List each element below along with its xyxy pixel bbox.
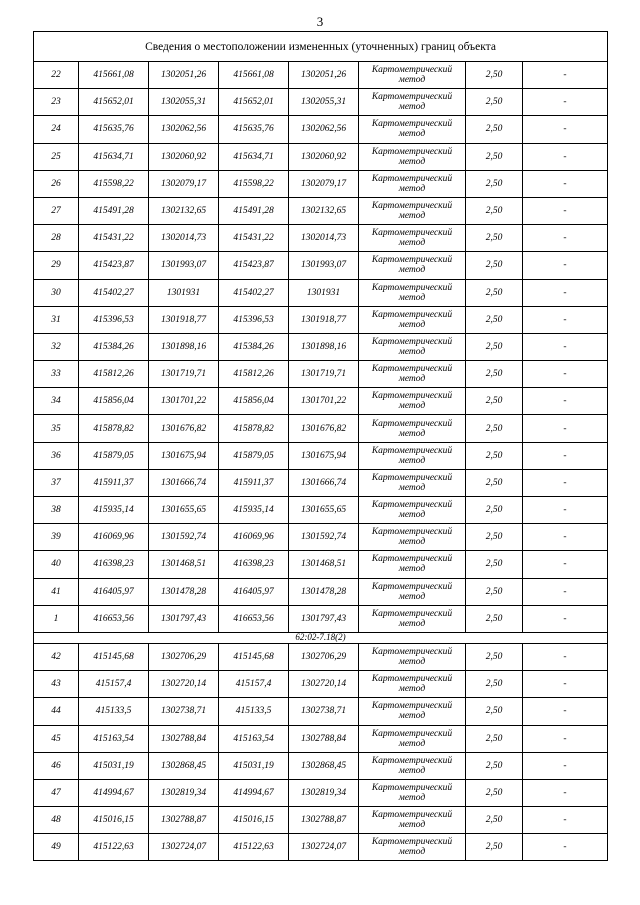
new-x-cell: 415661,08 xyxy=(219,62,289,89)
new-y-cell: 1301468,51 xyxy=(289,551,359,578)
precision-cell: 2,50 xyxy=(466,698,523,725)
note-cell: - xyxy=(523,388,608,415)
method-cell: Картометрический метод xyxy=(359,643,466,670)
existing-y-cell: 1301676,82 xyxy=(149,415,219,442)
new-x-cell: 415157,4 xyxy=(219,671,289,698)
existing-x-cell: 416069,96 xyxy=(79,524,149,551)
existing-y-cell: 1302014,73 xyxy=(149,225,219,252)
existing-y-cell: 1302055,31 xyxy=(149,89,219,116)
table-row xyxy=(34,524,608,551)
precision-cell: 2,50 xyxy=(466,725,523,752)
page-number: 3 xyxy=(316,14,324,29)
method-cell: Картометрический метод xyxy=(359,388,466,415)
existing-y-cell: 1301478,28 xyxy=(149,578,219,605)
new-x-cell: 416398,23 xyxy=(219,551,289,578)
existing-x-cell: 415396,53 xyxy=(79,306,149,333)
table-row xyxy=(34,116,608,143)
precision-cell: 2,50 xyxy=(466,779,523,806)
table-row xyxy=(34,578,608,605)
new-y-cell: 1302132,65 xyxy=(289,197,359,224)
new-y-cell: 1301478,28 xyxy=(289,578,359,605)
new-x-cell: 415122,63 xyxy=(219,834,289,861)
existing-x-cell: 415145,68 xyxy=(79,643,149,670)
note-cell: - xyxy=(523,170,608,197)
table-row xyxy=(34,388,608,415)
existing-y-cell: 1301666,74 xyxy=(149,469,219,496)
new-y-cell: 1301993,07 xyxy=(289,252,359,279)
method-cell: Картометрический метод xyxy=(359,306,466,333)
new-y-cell: 1302706,29 xyxy=(289,643,359,670)
new-x-cell: 415911,37 xyxy=(219,469,289,496)
existing-x-cell: 415157,4 xyxy=(79,671,149,698)
precision-cell: 2,50 xyxy=(466,551,523,578)
new-y-cell: 1301701,22 xyxy=(289,388,359,415)
note-cell: - xyxy=(523,306,608,333)
method-cell: Картометрический метод xyxy=(359,551,466,578)
existing-x-cell: 414994,67 xyxy=(79,779,149,806)
note-cell: - xyxy=(523,671,608,698)
existing-x-cell: 415133,5 xyxy=(79,698,149,725)
table-row xyxy=(34,698,608,725)
existing-x-cell: 415031,19 xyxy=(79,752,149,779)
new-x-cell: 415491,28 xyxy=(219,197,289,224)
note-cell: - xyxy=(523,116,608,143)
new-x-cell: 415016,15 xyxy=(219,807,289,834)
existing-y-cell: 1301719,71 xyxy=(149,361,219,388)
method-cell: Картометрический метод xyxy=(359,415,466,442)
new-x-cell: 415935,14 xyxy=(219,497,289,524)
precision-cell: 2,50 xyxy=(466,225,523,252)
existing-y-cell: 1302788,84 xyxy=(149,725,219,752)
note-cell: - xyxy=(523,62,608,89)
table-row xyxy=(34,89,608,116)
new-y-cell: 1301655,65 xyxy=(289,497,359,524)
table-row xyxy=(34,834,608,861)
precision-cell: 2,50 xyxy=(466,807,523,834)
new-y-cell: 1302788,87 xyxy=(289,807,359,834)
new-y-cell: 1302051,26 xyxy=(289,62,359,89)
new-x-cell: 415879,05 xyxy=(219,442,289,469)
existing-y-cell: 1301468,51 xyxy=(149,551,219,578)
method-cell: Картометрический метод xyxy=(359,779,466,806)
existing-y-cell: 1302706,29 xyxy=(149,643,219,670)
note-cell: - xyxy=(523,415,608,442)
note-cell: - xyxy=(523,197,608,224)
method-cell: Картометрический метод xyxy=(359,442,466,469)
precision-cell: 2,50 xyxy=(466,116,523,143)
method-cell: Картометрический метод xyxy=(359,197,466,224)
existing-y-cell: 1302819,34 xyxy=(149,779,219,806)
new-x-cell: 414994,67 xyxy=(219,779,289,806)
existing-y-cell: 1301797,43 xyxy=(149,605,219,632)
table-row xyxy=(34,643,608,670)
point-number-cell: 38 xyxy=(34,497,79,524)
existing-x-cell: 415812,26 xyxy=(79,361,149,388)
method-cell: Картометрический метод xyxy=(359,279,466,306)
table-row xyxy=(34,225,608,252)
precision-cell: 2,50 xyxy=(466,578,523,605)
point-number-cell: 27 xyxy=(34,197,79,224)
note-cell: - xyxy=(523,279,608,306)
new-x-cell: 415431,22 xyxy=(219,225,289,252)
point-number-cell: 29 xyxy=(34,252,79,279)
table-row xyxy=(34,551,608,578)
new-x-cell: 415598,22 xyxy=(219,170,289,197)
new-y-cell: 1302738,71 xyxy=(289,698,359,725)
method-cell: Картометрический метод xyxy=(359,698,466,725)
existing-x-cell: 415856,04 xyxy=(79,388,149,415)
existing-y-cell: 1302051,26 xyxy=(149,62,219,89)
note-cell: - xyxy=(523,225,608,252)
existing-x-cell: 415879,05 xyxy=(79,442,149,469)
existing-x-cell: 415402,27 xyxy=(79,279,149,306)
precision-cell: 2,50 xyxy=(466,415,523,442)
point-number-cell: 49 xyxy=(34,834,79,861)
table-row xyxy=(34,170,608,197)
new-x-cell: 415423,87 xyxy=(219,252,289,279)
point-number-cell: 37 xyxy=(34,469,79,496)
note-cell: - xyxy=(523,252,608,279)
point-number-cell: 28 xyxy=(34,225,79,252)
table-row xyxy=(34,279,608,306)
point-number-cell: 35 xyxy=(34,415,79,442)
point-number-cell: 31 xyxy=(34,306,79,333)
precision-cell: 2,50 xyxy=(466,388,523,415)
new-x-cell: 415634,71 xyxy=(219,143,289,170)
precision-cell: 2,50 xyxy=(466,442,523,469)
precision-cell: 2,50 xyxy=(466,62,523,89)
table-row xyxy=(34,671,608,698)
method-cell: Картометрический метод xyxy=(359,62,466,89)
new-y-cell: 1302014,73 xyxy=(289,225,359,252)
note-cell: - xyxy=(523,551,608,578)
point-number-cell: 23 xyxy=(34,89,79,116)
note-cell: - xyxy=(523,89,608,116)
method-cell: Картометрический метод xyxy=(359,333,466,360)
new-x-cell: 415163,54 xyxy=(219,725,289,752)
new-y-cell: 1301797,43 xyxy=(289,605,359,632)
precision-cell: 2,50 xyxy=(466,170,523,197)
new-x-cell: 415652,01 xyxy=(219,89,289,116)
existing-x-cell: 415598,22 xyxy=(79,170,149,197)
table-title-row xyxy=(34,32,608,62)
point-number-cell: 25 xyxy=(34,143,79,170)
method-cell: Картометрический метод xyxy=(359,725,466,752)
new-y-cell: 1301719,71 xyxy=(289,361,359,388)
existing-y-cell: 1301701,22 xyxy=(149,388,219,415)
table-title: Сведения о местоположении измененных (уточненных) границ объекта xyxy=(34,32,608,62)
note-cell: - xyxy=(523,752,608,779)
new-x-cell: 415635,76 xyxy=(219,116,289,143)
new-y-cell: 1301592,74 xyxy=(289,524,359,551)
existing-x-cell: 416398,23 xyxy=(79,551,149,578)
existing-x-cell: 415163,54 xyxy=(79,725,149,752)
new-y-cell: 1302079,17 xyxy=(289,170,359,197)
precision-cell: 2,50 xyxy=(466,605,523,632)
point-number-cell: 36 xyxy=(34,442,79,469)
new-y-cell: 1301918,77 xyxy=(289,306,359,333)
table-row xyxy=(34,415,608,442)
point-number-cell: 43 xyxy=(34,671,79,698)
method-cell: Картометрический метод xyxy=(359,361,466,388)
method-cell: Картометрический метод xyxy=(359,252,466,279)
table-row xyxy=(34,197,608,224)
precision-cell: 2,50 xyxy=(466,89,523,116)
new-y-cell: 1302724,07 xyxy=(289,834,359,861)
point-number-cell: 26 xyxy=(34,170,79,197)
precision-cell: 2,50 xyxy=(466,469,523,496)
existing-y-cell: 1302079,17 xyxy=(149,170,219,197)
new-y-cell: 1302868,45 xyxy=(289,752,359,779)
section-label-row xyxy=(34,632,608,643)
table-row xyxy=(34,807,608,834)
precision-cell: 2,50 xyxy=(466,306,523,333)
point-number-cell: 48 xyxy=(34,807,79,834)
point-number-cell: 34 xyxy=(34,388,79,415)
point-number-cell: 44 xyxy=(34,698,79,725)
point-number-cell: 22 xyxy=(34,62,79,89)
new-x-cell: 416069,96 xyxy=(219,524,289,551)
new-x-cell: 415133,5 xyxy=(219,698,289,725)
point-number-cell: 39 xyxy=(34,524,79,551)
existing-x-cell: 415384,26 xyxy=(79,333,149,360)
new-x-cell: 415396,53 xyxy=(219,306,289,333)
table-row xyxy=(34,62,608,89)
method-cell: Картометрический метод xyxy=(359,752,466,779)
method-cell: Картометрический метод xyxy=(359,578,466,605)
existing-x-cell: 415431,22 xyxy=(79,225,149,252)
existing-y-cell: 1302868,45 xyxy=(149,752,219,779)
existing-x-cell: 415935,14 xyxy=(79,497,149,524)
note-cell: - xyxy=(523,524,608,551)
method-cell: Картометрический метод xyxy=(359,225,466,252)
precision-cell: 2,50 xyxy=(466,333,523,360)
existing-x-cell: 415122,63 xyxy=(79,834,149,861)
existing-x-cell: 415634,71 xyxy=(79,143,149,170)
method-cell: Картометрический метод xyxy=(359,671,466,698)
precision-cell: 2,50 xyxy=(466,752,523,779)
precision-cell: 2,50 xyxy=(466,497,523,524)
existing-x-cell: 415911,37 xyxy=(79,469,149,496)
existing-x-cell: 415635,76 xyxy=(79,116,149,143)
new-x-cell: 415856,04 xyxy=(219,388,289,415)
new-y-cell: 1302819,34 xyxy=(289,779,359,806)
precision-cell: 2,50 xyxy=(466,279,523,306)
table-row xyxy=(34,442,608,469)
new-x-cell: 416653,56 xyxy=(219,605,289,632)
method-cell: Картометрический метод xyxy=(359,170,466,197)
existing-x-cell: 415661,08 xyxy=(79,62,149,89)
precision-cell: 2,50 xyxy=(466,252,523,279)
table-row xyxy=(34,779,608,806)
section-label: 62:02-7.18(2) xyxy=(34,632,608,643)
point-number-cell: 42 xyxy=(34,643,79,670)
new-x-cell: 415402,27 xyxy=(219,279,289,306)
precision-cell: 2,50 xyxy=(466,197,523,224)
note-cell: - xyxy=(523,834,608,861)
point-number-cell: 46 xyxy=(34,752,79,779)
new-y-cell: 1301666,74 xyxy=(289,469,359,496)
method-cell: Картометрический метод xyxy=(359,469,466,496)
table-row xyxy=(34,469,608,496)
new-y-cell: 1301675,94 xyxy=(289,442,359,469)
new-y-cell: 1302055,31 xyxy=(289,89,359,116)
existing-y-cell: 1302738,71 xyxy=(149,698,219,725)
new-y-cell: 1302788,84 xyxy=(289,725,359,752)
new-y-cell: 1302060,92 xyxy=(289,143,359,170)
existing-y-cell: 1301592,74 xyxy=(149,524,219,551)
table-row xyxy=(34,725,608,752)
method-cell: Картометрический метод xyxy=(359,605,466,632)
existing-x-cell: 415652,01 xyxy=(79,89,149,116)
new-y-cell: 1301898,16 xyxy=(289,333,359,360)
existing-x-cell: 415878,82 xyxy=(79,415,149,442)
existing-y-cell: 1301918,77 xyxy=(149,306,219,333)
precision-cell: 2,50 xyxy=(466,643,523,670)
note-cell: - xyxy=(523,698,608,725)
point-number-cell: 40 xyxy=(34,551,79,578)
method-cell: Картометрический метод xyxy=(359,807,466,834)
existing-y-cell: 1302060,92 xyxy=(149,143,219,170)
table-row xyxy=(34,752,608,779)
existing-y-cell: 1302788,87 xyxy=(149,807,219,834)
existing-y-cell: 1301655,65 xyxy=(149,497,219,524)
note-cell: - xyxy=(523,497,608,524)
point-number-cell: 41 xyxy=(34,578,79,605)
new-y-cell: 1301931 xyxy=(289,279,359,306)
boundary-coordinates-table xyxy=(33,31,608,861)
existing-x-cell: 415423,87 xyxy=(79,252,149,279)
new-y-cell: 1302720,14 xyxy=(289,671,359,698)
existing-y-cell: 1301675,94 xyxy=(149,442,219,469)
precision-cell: 2,50 xyxy=(466,671,523,698)
note-cell: - xyxy=(523,605,608,632)
note-cell: - xyxy=(523,469,608,496)
table-row xyxy=(34,306,608,333)
existing-y-cell: 1302724,07 xyxy=(149,834,219,861)
existing-x-cell: 415491,28 xyxy=(79,197,149,224)
existing-x-cell: 416405,97 xyxy=(79,578,149,605)
precision-cell: 2,50 xyxy=(466,361,523,388)
point-number-cell: 24 xyxy=(34,116,79,143)
note-cell: - xyxy=(523,143,608,170)
note-cell: - xyxy=(523,333,608,360)
existing-y-cell: 1302720,14 xyxy=(149,671,219,698)
existing-y-cell: 1302132,65 xyxy=(149,197,219,224)
note-cell: - xyxy=(523,578,608,605)
table-row xyxy=(34,361,608,388)
existing-y-cell: 1301993,07 xyxy=(149,252,219,279)
point-number-cell: 32 xyxy=(34,333,79,360)
note-cell: - xyxy=(523,779,608,806)
method-cell: Картометрический метод xyxy=(359,497,466,524)
new-x-cell: 415145,68 xyxy=(219,643,289,670)
point-number-cell: 33 xyxy=(34,361,79,388)
point-number-cell: 45 xyxy=(34,725,79,752)
new-x-cell: 415384,26 xyxy=(219,333,289,360)
precision-cell: 2,50 xyxy=(466,524,523,551)
note-cell: - xyxy=(523,361,608,388)
table-row xyxy=(34,143,608,170)
note-cell: - xyxy=(523,442,608,469)
table-row xyxy=(34,497,608,524)
note-cell: - xyxy=(523,725,608,752)
precision-cell: 2,50 xyxy=(466,143,523,170)
new-y-cell: 1301676,82 xyxy=(289,415,359,442)
method-cell: Картометрический метод xyxy=(359,116,466,143)
method-cell: Картометрический метод xyxy=(359,834,466,861)
existing-x-cell: 416653,56 xyxy=(79,605,149,632)
note-cell: - xyxy=(523,643,608,670)
table-row xyxy=(34,605,608,632)
existing-y-cell: 1301931 xyxy=(149,279,219,306)
existing-x-cell: 415016,15 xyxy=(79,807,149,834)
method-cell: Картометрический метод xyxy=(359,143,466,170)
note-cell: - xyxy=(523,807,608,834)
new-x-cell: 415812,26 xyxy=(219,361,289,388)
table-row xyxy=(34,333,608,360)
precision-cell: 2,50 xyxy=(466,834,523,861)
method-cell: Картометрический метод xyxy=(359,89,466,116)
existing-y-cell: 1301898,16 xyxy=(149,333,219,360)
point-number-cell: 1 xyxy=(34,605,79,632)
existing-y-cell: 1302062,56 xyxy=(149,116,219,143)
new-y-cell: 1302062,56 xyxy=(289,116,359,143)
new-x-cell: 416405,97 xyxy=(219,578,289,605)
method-cell: Картометрический метод xyxy=(359,524,466,551)
new-x-cell: 415878,82 xyxy=(219,415,289,442)
new-x-cell: 415031,19 xyxy=(219,752,289,779)
point-number-cell: 47 xyxy=(34,779,79,806)
point-number-cell: 30 xyxy=(34,279,79,306)
table-row xyxy=(34,252,608,279)
